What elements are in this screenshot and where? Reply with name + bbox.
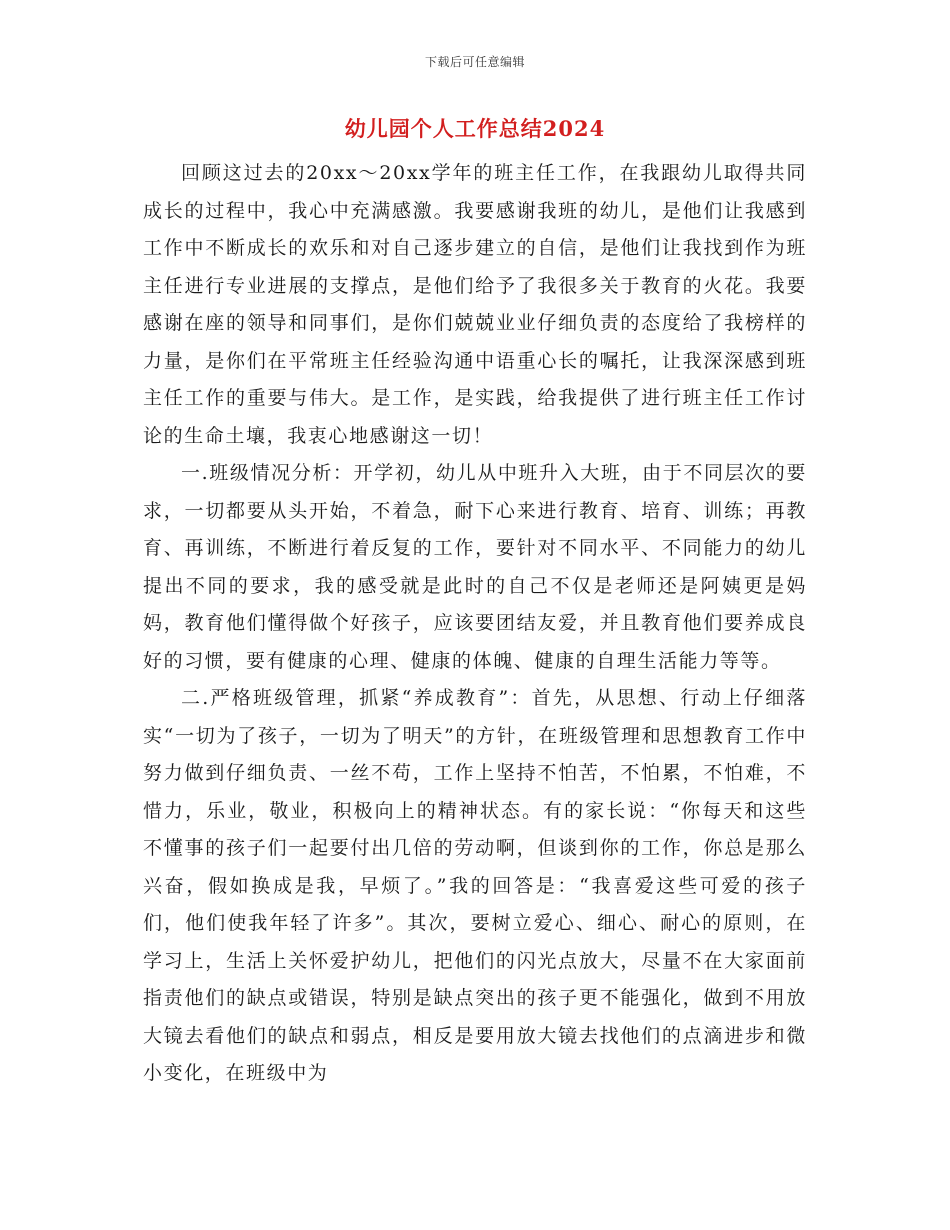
document-title: 幼儿园个人工作总结2024 (344, 116, 606, 141)
document-body (143, 155, 807, 1093)
paragraph-class-analysis: 一.班级情况分析：开学初，幼儿从中班升入大班，由于不同层次的要求，一切都要从头开始，不着急，耐下心来进行教育、培育、训练；再教育、再训练，不断进行着反复的工作，要针对不同水平、不同能力的幼儿提出不同的要求，我的感受就是此时的自己不仅是老师还是阿姨更是妈妈，教育他们懂得做个好孩子，应该要团结友爱，并且教育他们要养成良好的习惯，要有健康的心理、健康的体魄、健康的自理生活能力等等。 (143, 462, 807, 672)
paragraph-intro: 回顾这过去的20xx～20xx学年的班主任工作，在我跟幼儿取得共同成长的过程中，我心中充满感激。我要感谢我班的幼儿，是他们让我感到工作中不断成长的欢乐和对自己逐步建立的自信，是他们让我找到作为班主任进行专业进展的支撑点，是他们给予了我很多关于教育的火花。我要感谢在座的领导和同事们，是你们兢兢业业仔细负责的态度给了我榜样的力量，是你们在平常班主任经验沟通中语重心长的嘱托，让我深深感到班主任工作的重要与伟大。是工作，是实践，给我提供了进行班主任工作讨论的生命土壤，我衷心地感谢这一切！ (143, 162, 807, 447)
paragraph-class-management: 二.严格班级管理，抓紧“养成教育”：首先，从思想、行动上仔细落实“一切为了孩子，一切为了明天”的方针，在班级管理和思想教育工作中努力做到仔细负责、一丝不苟，工作上坚持不怕苦，不怕累，不怕难，不惜力，乐业，敬业，积极向上的精神状态。有的家长说：“你每天和这些不懂事的孩子们一起要付出几倍的劳动啊，但谈到你的工作，你总是那么兴奋，假如换成是我，早烦了。”我的回答是：“我喜爱这些可爱的孩子们，他们使我年轻了许多”。其次，要树立爱心、细心、耐心的原则，在学习上，生活上关怀爱护幼儿，把他们的闪光点放大，尽量不在大家面前指责他们的缺点或错误，特别是缺点突出的孩子更不能强化，做到不用放大镜去看他们的缺点和弱点，相反是要用放大镜去找他们的点滴进步和微小变化，在班级中为 (143, 687, 807, 1084)
page-header-note: 下载后可任意编辑 (424, 55, 525, 69)
